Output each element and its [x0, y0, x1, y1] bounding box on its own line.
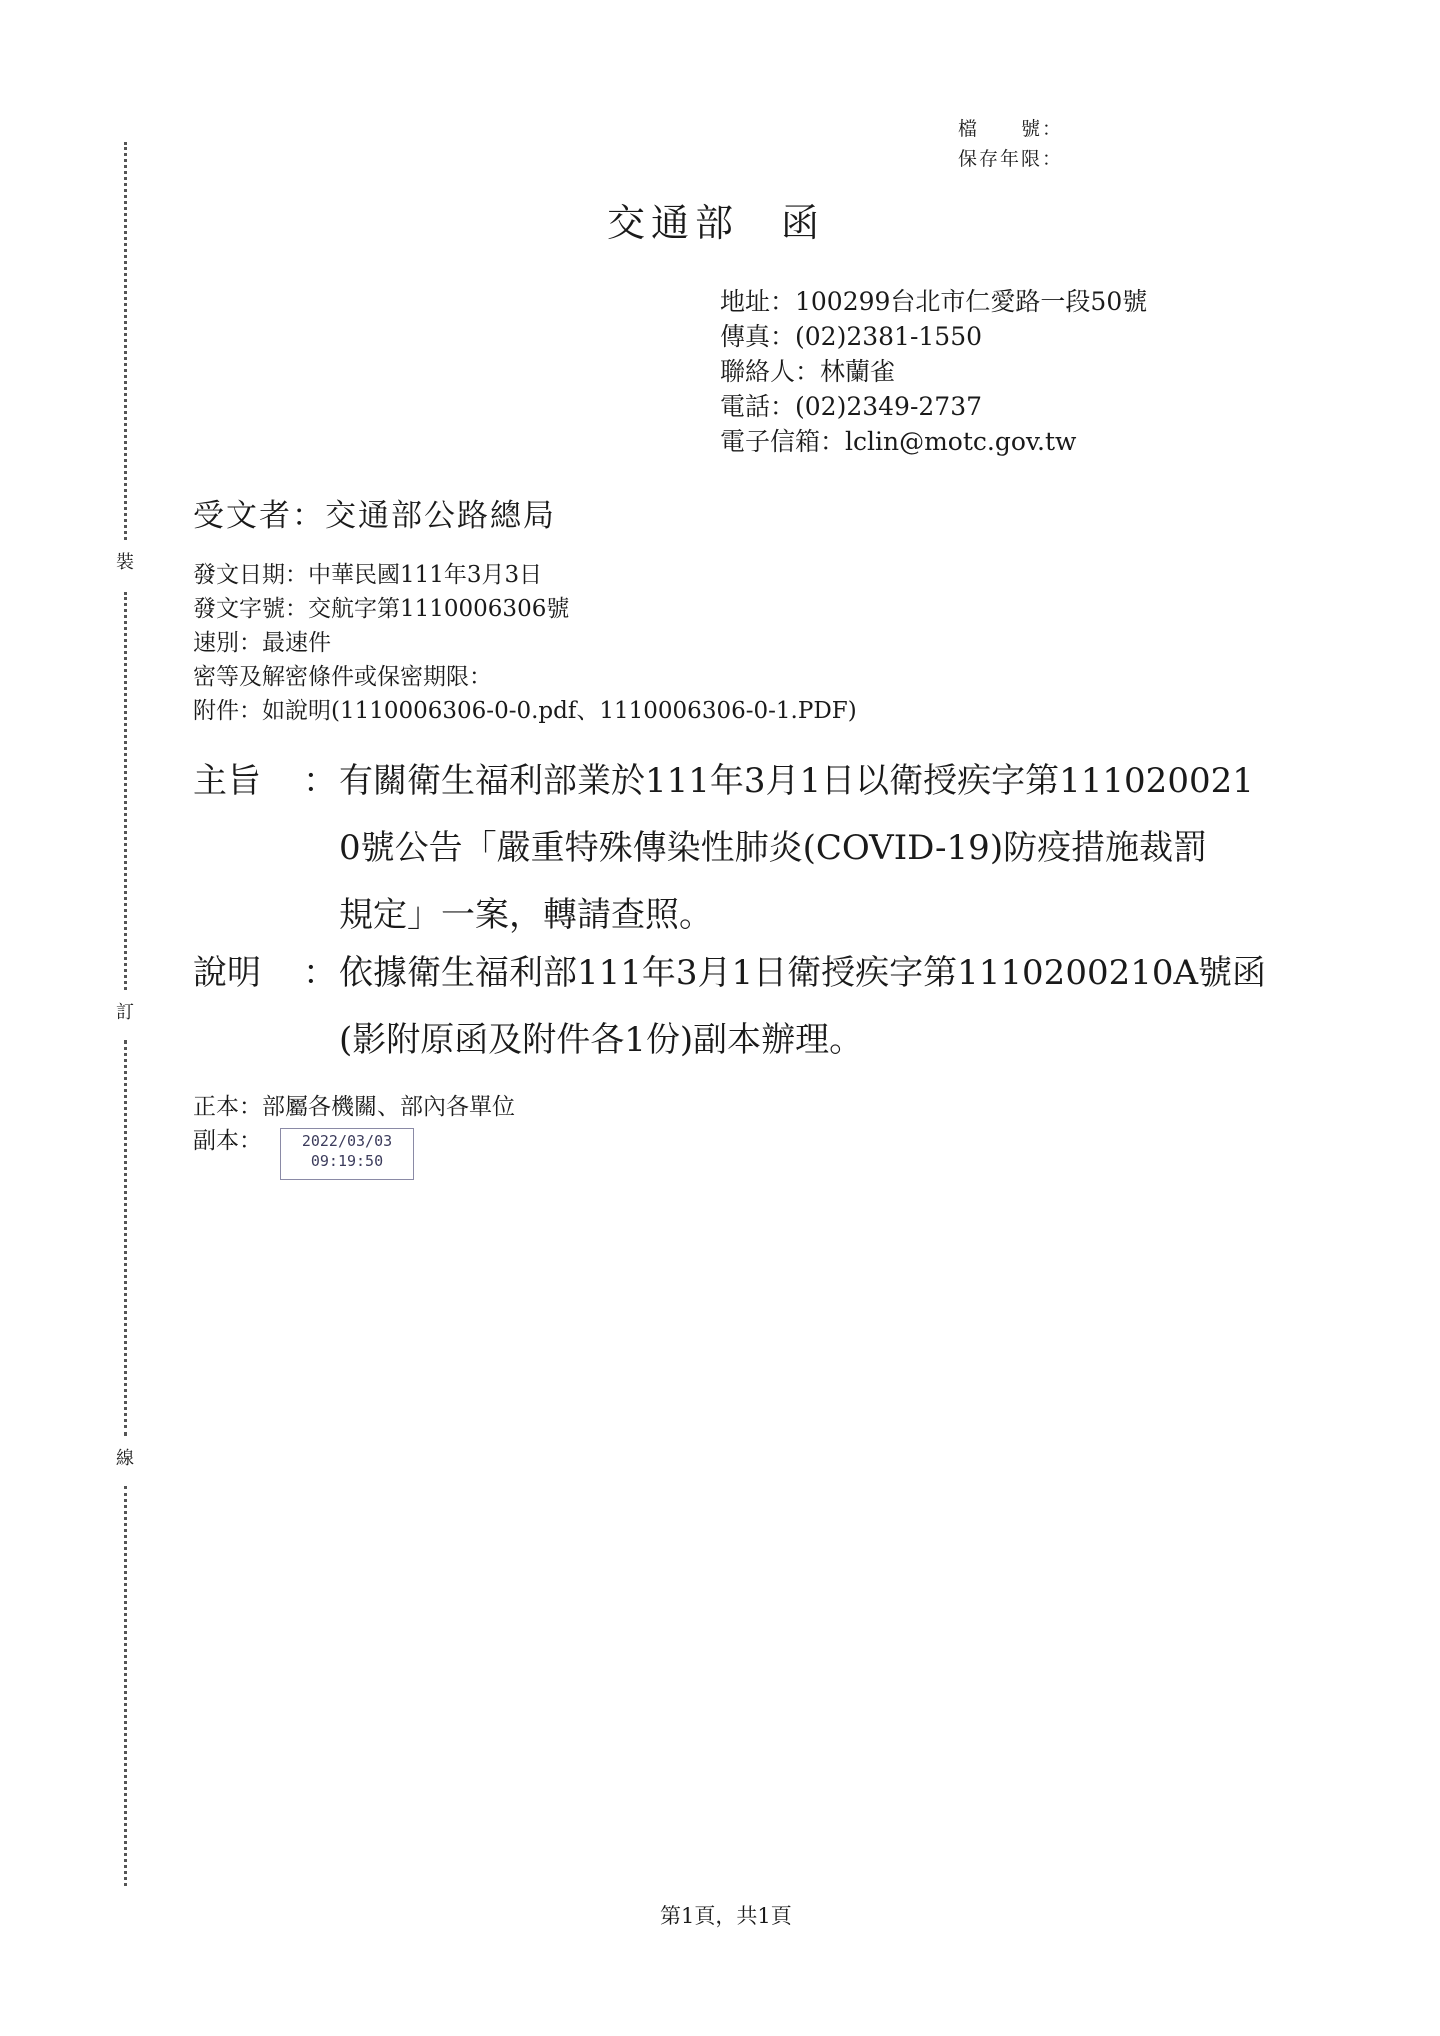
document-title — [607, 192, 825, 247]
subject-section — [193, 748, 1299, 949]
title-doc-type: 函 — [781, 201, 826, 245]
contact-fax: 傳真：(02)2381-1550 — [720, 322, 983, 351]
recipient: 受文者：交通部公路總局 — [193, 498, 556, 534]
subject-line: 0號公告「嚴重特殊傳染性肺炎(COVID-19)防疫措施裁罰 — [339, 828, 1208, 868]
binding-line-bottom — [124, 1486, 127, 1886]
binding-line-mid — [124, 592, 127, 990]
subject-text — [339, 748, 1299, 949]
original-recipients: 正本：部屬各機關、部內各單位 — [193, 1094, 515, 1120]
binding-mark-zhuang: 裝 — [116, 544, 134, 578]
file-number-label: 檔 號： — [958, 118, 1064, 140]
explanation-section — [193, 940, 1299, 1074]
page-number: 第1頁，共1頁 — [660, 1904, 792, 1928]
issue-date: 發文日期：中華民國111年3月3日 — [193, 562, 543, 588]
subject-line: 有關衛生福利部業於111年3月1日以衛授疾字第111020021 — [339, 761, 1254, 801]
binding-mark-xian: 線 — [116, 1440, 134, 1474]
explanation-text — [339, 940, 1299, 1074]
document-number: 發文字號：交航字第1110006306號 — [193, 596, 570, 622]
contact-block — [720, 284, 1147, 459]
delivery-speed: 速別：最速件 — [193, 630, 331, 656]
explanation-label: 說明 — [193, 953, 261, 993]
binding-line-lower — [124, 1040, 127, 1436]
attachments: 附件：如說明(1110006306-0-0.pdf、1110006306-0-1.PDF) — [193, 698, 857, 724]
title-org: 交通部 — [607, 201, 740, 245]
contact-address: 地址：100299台北市仁愛路一段50號 — [720, 287, 1148, 316]
stamp-date: 2022/03/03 — [301, 1132, 393, 1150]
explanation-line: 依據衛生福利部111年3月1日衛授疾字第1110200210A號函 — [339, 953, 1267, 993]
contact-phone: 電話：(02)2349-2737 — [720, 392, 983, 421]
explanation-line: (影附原函及附件各1份)副本辦理。 — [339, 1020, 864, 1060]
binding-mark-ding: 訂 — [116, 994, 134, 1028]
stamp-time: 09:19:50 — [310, 1152, 384, 1170]
subject-label: 主旨 — [193, 761, 261, 801]
secrecy-level: 密等及解密條件或保密期限： — [193, 664, 492, 690]
binding-line-top — [124, 142, 127, 540]
copy-recipients-label: 副本： — [193, 1128, 262, 1154]
issuance-info — [193, 558, 857, 728]
retention-period-label: 保存年限： — [958, 148, 1064, 170]
contact-email: 電子信箱：lclin@motc.gov.tw — [720, 427, 1077, 456]
contact-person: 聯絡人：林蘭雀 — [720, 357, 896, 386]
subject-colon: ： — [303, 761, 337, 801]
explanation-colon: ： — [303, 953, 337, 993]
electronic-exchange-stamp — [280, 1128, 414, 1180]
subject-line: 規定」一案，轉請查照。 — [339, 895, 713, 935]
